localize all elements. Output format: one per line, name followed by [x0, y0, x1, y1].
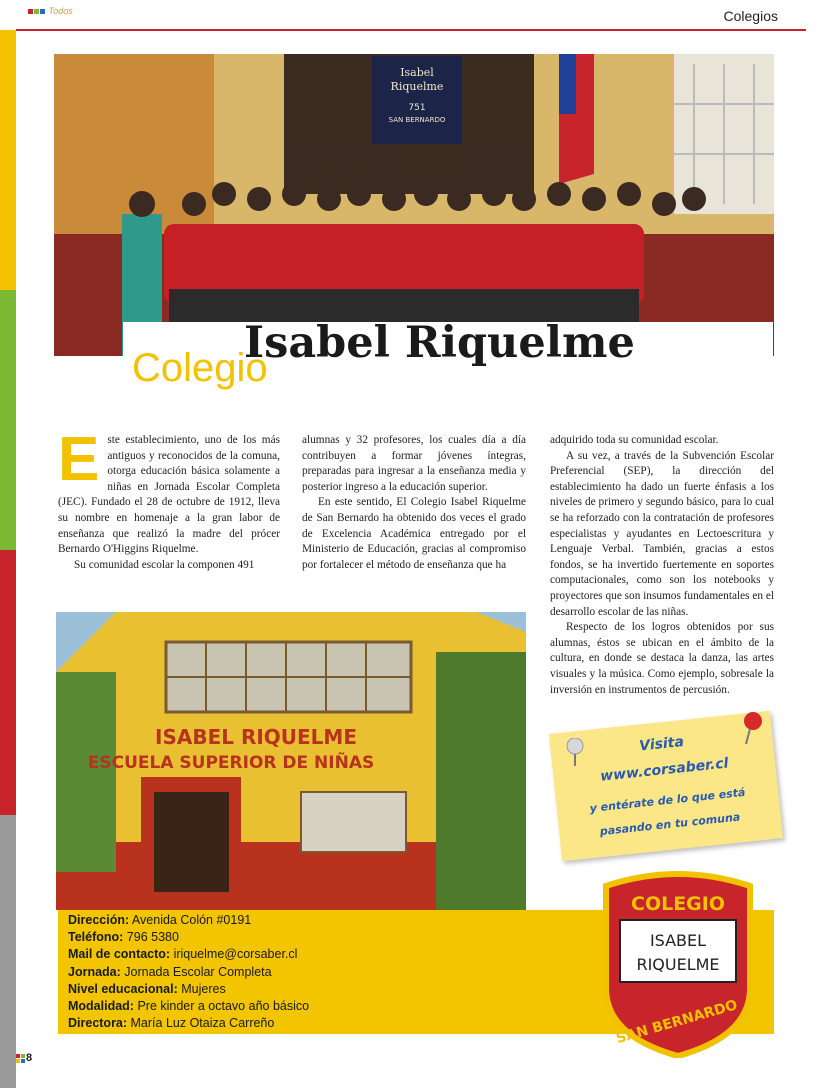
email-link[interactable]: iriquelme@corsaber.cl	[170, 947, 298, 962]
color-strip-gray	[0, 815, 16, 1088]
column2-paragraph2: En este sentido, El Colegio Isabel Riquelme de San Bernardo ha obtenido dos veces el grado de Excelencia Académica entregado por el Ministerio de Educación, gracias al compromiso por fortalecer el método de enseñanza que ha	[302, 496, 526, 571]
red-pushpin-icon	[742, 712, 764, 744]
emblem-name2: RIQUELME	[636, 955, 720, 974]
column3-paragraph3: Respecto de los logros obtenidos por sus alumnas, éstos se ubican en el ámbito de la cultura, en donde se destaca la danza, las artes visuales y la música. Como ejemplo, sobresale la inversión en instrumentos de percusión.	[550, 621, 774, 696]
note-website-link[interactable]: www.corsaber.cl	[599, 755, 730, 785]
emblem-top: COLEGIO	[631, 893, 725, 915]
article-column-1	[58, 425, 280, 573]
info-modalidad: Modalidad: Pre kinder a octavo año básico	[68, 999, 310, 1014]
info-nivel: Nivel educacional: Mujeres	[68, 981, 226, 996]
section-label: Colegios	[723, 8, 778, 24]
info-mail: Mail de contacto: iriquelme@corsaber.cl	[68, 947, 298, 962]
color-strip-green	[0, 290, 16, 550]
info-jornada: Jornada: Jornada Escolar Completa	[68, 964, 272, 979]
column3-paragraph1: adquirido toda su comunidad escolar.	[550, 434, 719, 446]
building-sign-line2: ESCUELA SUPERIOR DE NIÑAS	[87, 753, 375, 773]
students-photo	[54, 54, 774, 356]
school-building-photo	[56, 612, 526, 910]
info-direccion: Dirección: Avenida Colón #0191	[68, 913, 252, 927]
banner-line1: Isabel	[400, 66, 434, 79]
banner-city: SAN BERNARDO	[388, 116, 446, 124]
column1-paragraph2: Su comunidad escolar la componen 491	[74, 558, 255, 571]
banner-number: 751	[408, 103, 426, 113]
title-colegio: Colegio	[132, 346, 268, 390]
column3-paragraph2: A su vez, a través de la Subvención Escolar Preferencial (SEP), la dirección del establecimiento ha dado un fuerte énfasis a los niveles de primero y segundo básico, para lo cual se ha reforzado con la contratación de profesores especialistas y ayudantes en Lectoescritura y Lenguaje Verbal. También, gracias a estos fondos, se ha invertido fuertemente en soportes computacionales, como son los notebooks y proyectores que son insumos fundamentales en el desarrollo escolar de las niñas.	[550, 449, 774, 618]
article-column-3	[550, 433, 774, 698]
pushpin-icon	[565, 738, 585, 766]
emblem-bottom: SAN BERNARDO	[614, 997, 740, 1048]
info-directora: Directora: María Luz Otaiza Carreño	[68, 1016, 275, 1031]
article-column-2	[302, 433, 526, 573]
page-number: 8	[26, 1052, 33, 1064]
page-title: Isabel Riquelme	[244, 318, 635, 368]
school-emblem	[600, 868, 756, 1058]
contact-info-lines	[68, 912, 309, 1032]
color-strip-red	[0, 550, 16, 815]
note-line4: pasando en tu comuna	[599, 810, 741, 839]
header-divider	[16, 29, 806, 31]
logo-text: Todos	[48, 6, 73, 16]
note-visita: Visita	[638, 733, 685, 755]
info-telefono: Teléfono: 796 5380	[68, 930, 179, 945]
color-strip-yellow	[0, 30, 16, 290]
footer-squares	[16, 1054, 26, 1064]
drop-cap: E	[58, 425, 100, 494]
column1-paragraph1: ste establecimiento, uno de los más antiguos y reconocidos de la comuna, otorga educación básica solamente a niñas en Jornada Escolar Completa (JEC). Fundado el 28 de octubre de 1912, lleva su nombre en homenaje a la gran labor de enseñanza que realizó la madre del prócer Bernardo O'Higgins Riquelme.	[58, 434, 280, 556]
note-line3: y entérate de lo que está	[589, 785, 746, 816]
magazine-logo	[28, 6, 73, 16]
emblem-name1: ISABEL	[649, 931, 707, 950]
building-sign-line1: ISABEL RIQUELME	[155, 725, 357, 749]
column2-paragraph1: alumnas y 32 profesores, los cuales día a día contribuyen a formar jóvenes íntegras, preparadas para ingresar a la enseñanza media y posterior ingreso a la educación superior.	[302, 434, 526, 493]
banner-line2: Riquelme	[390, 80, 444, 93]
